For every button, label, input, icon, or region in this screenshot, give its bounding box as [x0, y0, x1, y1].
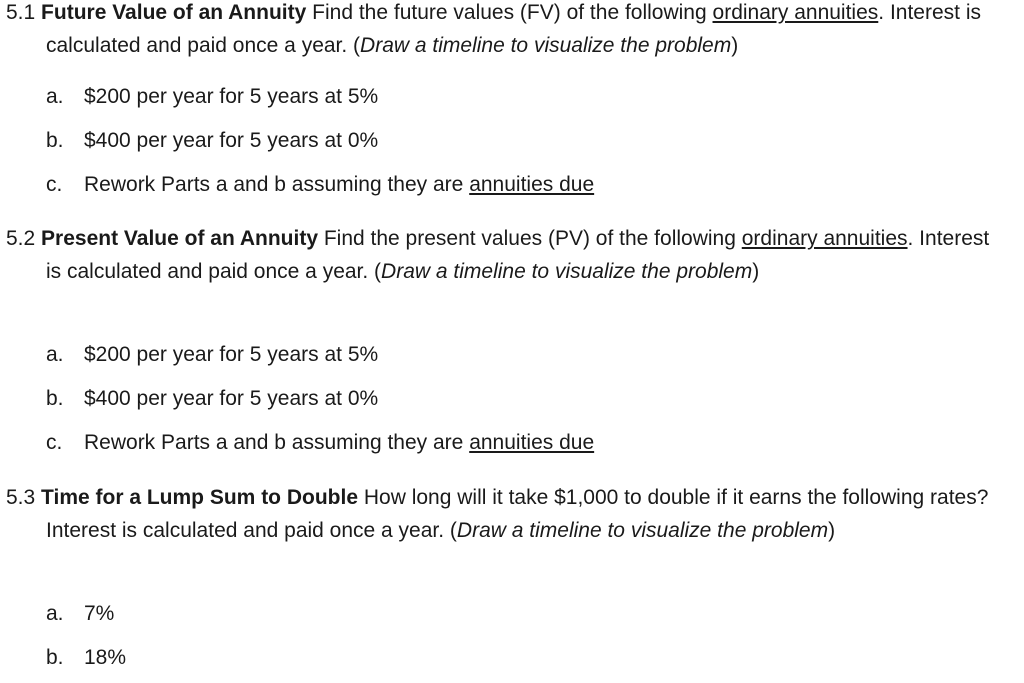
problem-number: 5.3	[6, 486, 36, 509]
statement-text: . Interest is calculated and paid once a year. (	[46, 227, 990, 283]
list-item	[46, 426, 594, 459]
item-letter: a.	[46, 85, 64, 108]
underlined-term: ordinary annuities	[712, 1, 879, 24]
list-item	[46, 124, 378, 157]
item-text: 7%	[84, 602, 115, 625]
item-text: Rework Parts a and b assuming they are	[84, 173, 464, 196]
underlined-term: annuities due	[469, 431, 595, 454]
problem-5-3	[6, 481, 1006, 547]
item-letter: b.	[46, 387, 64, 410]
item-text: $400 per year for 5 years at 0%	[84, 129, 379, 152]
statement-text: . Interest is calculated and paid once a year. (	[46, 1, 981, 57]
item-letter: c.	[46, 173, 63, 196]
statement-text: Find the present values (PV) of the following	[323, 227, 736, 250]
problem-title: Time for a Lump Sum to Double	[41, 486, 359, 509]
item-letter: c.	[46, 431, 63, 454]
problem-title: Present Value of an Annuity	[41, 227, 318, 250]
statement-text: )	[731, 34, 739, 57]
problem-5-3-statement	[6, 481, 1006, 547]
underlined-term: ordinary annuities	[741, 227, 908, 250]
item-text: $200 per year for 5 years at 5%	[84, 85, 379, 108]
item-letter: a.	[46, 602, 64, 625]
problem-number: 5.2	[6, 227, 36, 250]
list-item	[46, 168, 594, 201]
item-letter: b.	[46, 646, 64, 669]
statement-text: How long will it take $1,000 to double if it earns the following rates? Interest is calculated and paid once a year. (	[46, 486, 989, 542]
item-text: 18%	[84, 646, 127, 669]
italic-instruction: Draw a timeline to visualize the problem	[381, 260, 753, 283]
list-item	[46, 382, 378, 415]
problem-5-1-statement	[6, 0, 1006, 62]
problem-number: 5.1	[6, 1, 36, 24]
problem-5-1	[6, 0, 1006, 62]
list-item	[46, 338, 378, 371]
statement-text: Find the future values (FV) of the following	[312, 1, 707, 24]
list-item	[46, 80, 378, 113]
problem-5-2-statement	[6, 222, 1006, 288]
italic-instruction: Draw a timeline to visualize the problem	[456, 519, 829, 542]
problem-5-2	[6, 222, 1006, 288]
item-text: Rework Parts a and b assuming they are	[84, 431, 464, 454]
list-item	[46, 641, 126, 674]
statement-text: )	[752, 260, 760, 283]
item-letter: a.	[46, 343, 64, 366]
problem-title: Future Value of an Annuity	[41, 1, 307, 24]
item-text: $400 per year for 5 years at 0%	[84, 387, 379, 410]
underlined-term: annuities due	[469, 173, 595, 196]
italic-instruction: Draw a timeline to visualize the problem	[360, 34, 732, 57]
item-text: $200 per year for 5 years at 5%	[84, 343, 379, 366]
item-letter: b.	[46, 129, 64, 152]
statement-text: )	[828, 519, 836, 542]
list-item	[46, 597, 114, 630]
